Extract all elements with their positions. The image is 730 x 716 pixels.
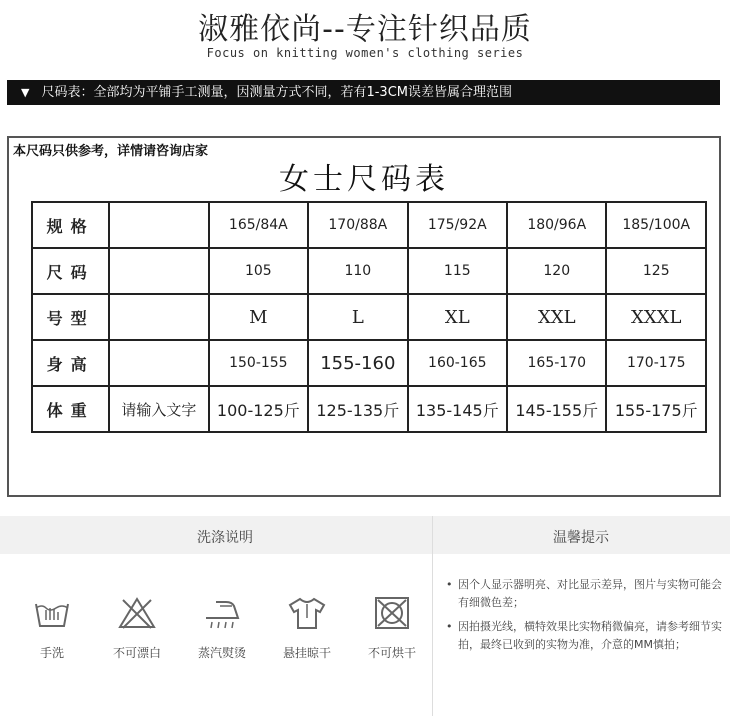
table-cell: 115 xyxy=(408,248,507,294)
measurement-notice-bar xyxy=(7,80,720,105)
table-cell: 175/92A xyxy=(408,202,507,248)
tips-title: 温馨提示 xyxy=(553,530,609,546)
table-cell: 155-160 xyxy=(308,340,407,386)
tip-item xyxy=(446,576,724,612)
table-cell: M xyxy=(209,294,308,340)
table-cell: 155-175斤 xyxy=(606,386,706,432)
care-item-hang-dry xyxy=(267,596,347,661)
size-chart-title: 女士尺码表 xyxy=(279,162,449,197)
hang-dry-icon xyxy=(287,596,327,630)
bullet-icon: • xyxy=(446,620,453,633)
table-cell: 150-155 xyxy=(209,340,308,386)
reference-note: 本尺码只供参考，详情请咨询店家 xyxy=(13,144,209,159)
table-cell: 170-175 xyxy=(606,340,706,386)
table-row-weight xyxy=(32,386,706,432)
size-table xyxy=(31,201,707,433)
steam-iron-icon xyxy=(202,596,242,630)
care-item-no-bleach xyxy=(97,596,177,661)
care-divider xyxy=(432,516,433,716)
brand-title: 淑雅依尚--专注针织品质 xyxy=(198,12,532,47)
table-cell: 110 xyxy=(308,248,407,294)
tip-item xyxy=(446,618,724,654)
no-tumble-dry-icon xyxy=(372,596,412,630)
header xyxy=(0,0,730,76)
care-label: 蒸汽熨烫 xyxy=(197,646,246,660)
table-cell: 165-170 xyxy=(507,340,606,386)
table-cell: 180/96A xyxy=(507,202,606,248)
table-cell: L xyxy=(308,294,407,340)
row-label: 号型 xyxy=(32,294,109,340)
table-cell: 125 xyxy=(606,248,706,294)
triangle-down-icon: ▼ xyxy=(21,86,30,99)
care-icons xyxy=(0,554,432,714)
tips-list xyxy=(446,576,724,660)
row-label: 身高 xyxy=(32,340,109,386)
bullet-icon: • xyxy=(446,578,453,591)
notice-text: 尺码表：全部均为平铺手工测量，因测量方式不同，若有1-3CM误差皆属合理范围 xyxy=(41,85,512,100)
row-extra-cell xyxy=(109,340,208,386)
table-cell: XXL xyxy=(507,294,606,340)
table-cell: 185/100A xyxy=(606,202,706,248)
row-extra-cell xyxy=(109,202,208,248)
row-label: 尺码 xyxy=(32,248,109,294)
tip-text: 因拍摄光线，横特效果比实物稍微偏亮，请参考细节实拍，最终已收到的实物为准，介意的MM慎拍； xyxy=(458,620,722,651)
row-extra-cell xyxy=(109,294,208,340)
row-label: 规格 xyxy=(32,202,109,248)
care-label: 不可漂白 xyxy=(112,646,161,660)
table-row-model xyxy=(32,294,706,340)
table-cell: 165/84A xyxy=(209,202,308,248)
table-cell: 145-155斤 xyxy=(507,386,606,432)
table-cell: XXXL xyxy=(606,294,706,340)
care-header-bar xyxy=(0,516,730,554)
table-cell: 160-165 xyxy=(408,340,507,386)
size-chart-panel xyxy=(7,136,721,497)
row-label: 体重 xyxy=(32,386,109,432)
table-cell: 125-135斤 xyxy=(308,386,407,432)
care-item-no-tumble-dry xyxy=(352,596,432,661)
brand-subtitle: Focus on knitting women's clothing series xyxy=(206,46,524,60)
table-row-size xyxy=(32,248,706,294)
table-cell: 135-145斤 xyxy=(408,386,507,432)
row-extra-cell xyxy=(109,248,208,294)
hand-wash-icon xyxy=(32,596,72,630)
table-row-height xyxy=(32,340,706,386)
table-cell: 105 xyxy=(209,248,308,294)
table-cell: 120 xyxy=(507,248,606,294)
care-label: 悬挂晾干 xyxy=(282,646,331,660)
care-label: 手洗 xyxy=(39,646,64,660)
care-label: 不可烘干 xyxy=(367,646,416,660)
table-cell: 100-125斤 xyxy=(209,386,308,432)
tip-text: 因个人显示器明亮、对比显示差异，图片与实物可能会有细微色差； xyxy=(458,578,722,609)
care-section xyxy=(0,516,730,716)
care-item-steam-iron xyxy=(182,596,262,661)
table-cell: 170/88A xyxy=(308,202,407,248)
wash-instructions-title: 洗涤说明 xyxy=(197,530,253,546)
table-row-spec xyxy=(32,202,706,248)
table-cell: XL xyxy=(408,294,507,340)
no-bleach-icon xyxy=(117,596,157,630)
care-item-hand-wash xyxy=(12,596,92,661)
row-extra-cell: 请输入文字 xyxy=(109,386,208,432)
